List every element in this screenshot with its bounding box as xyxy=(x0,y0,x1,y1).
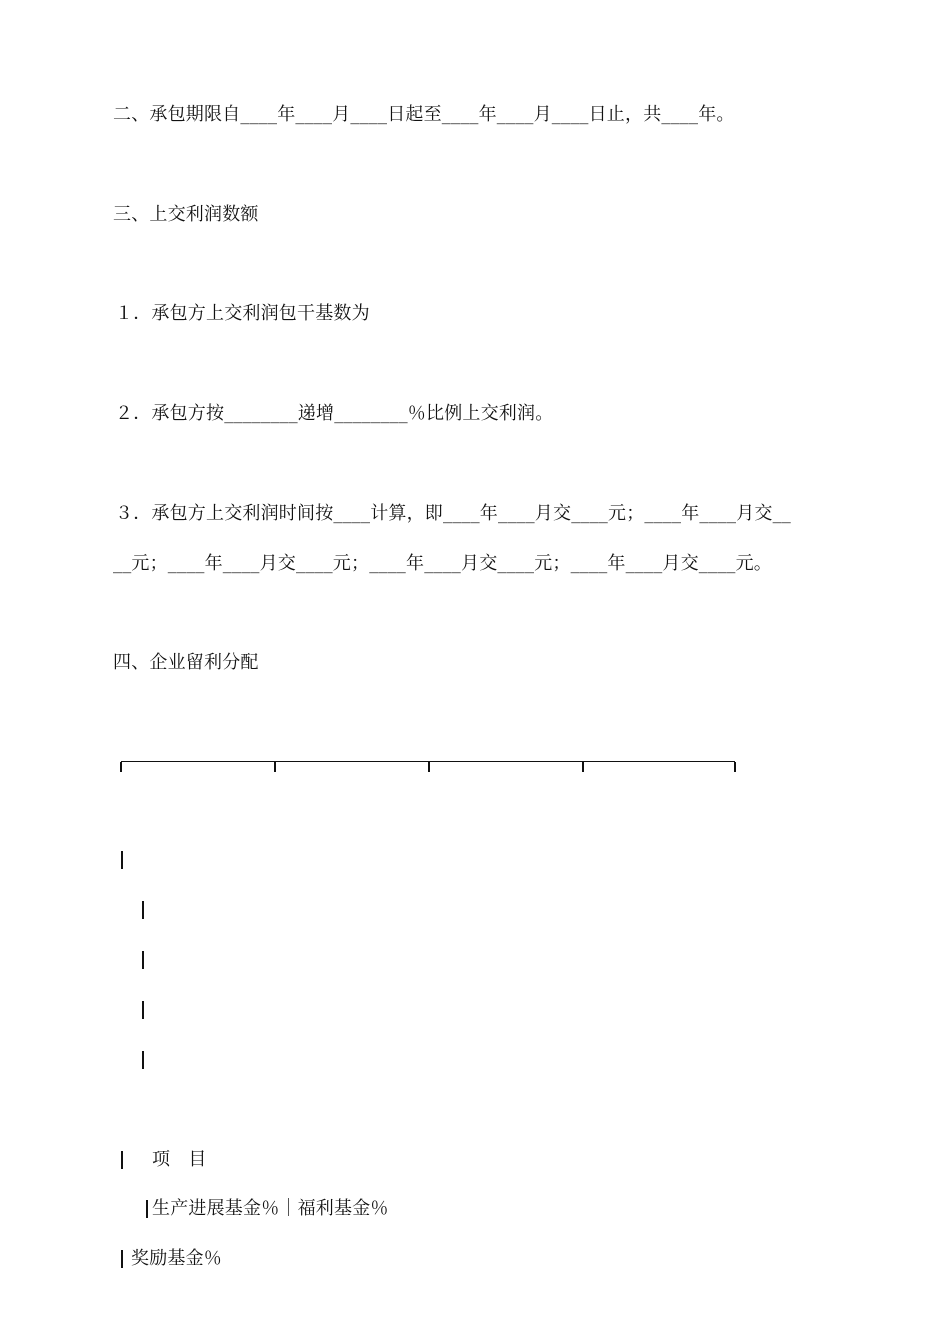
table-vertical-rule xyxy=(142,951,144,969)
profit-item-2: ２．承包方按________递增________％比例上交利润。 xyxy=(115,403,554,424)
table-fund-columns: 生产进展基金％｜福利基金％ xyxy=(152,1198,389,1219)
section-heading-profit: 三、上交利润数额 xyxy=(113,204,259,225)
table-vertical-rule xyxy=(121,851,123,869)
contract-term-line: 二、承包期限自____年____月____日起至____年____月____日止，共____年。 xyxy=(113,104,735,125)
table-tick xyxy=(428,762,430,772)
table-tick xyxy=(734,762,736,772)
table-top-border xyxy=(121,761,735,772)
profit-item-1: １．承包方上交利润包干基数为 xyxy=(115,303,370,324)
table-tick xyxy=(274,762,276,772)
section-heading-retained: 四、企业留利分配 xyxy=(113,652,259,673)
table-vertical-rule xyxy=(121,1151,123,1169)
table-vertical-rule xyxy=(142,1051,144,1069)
table-tick xyxy=(582,762,584,772)
table-vertical-rule xyxy=(142,901,144,919)
table-header-item: 项 目 xyxy=(152,1149,207,1170)
profit-item-3-line1: ３．承包方上交利润时间按____计算，即____年____月交____元；____年____月交__ xyxy=(115,503,791,524)
profit-item-3-line2: __元；____年____月交____元；____年____月交____元；____年____月交____元。 xyxy=(113,553,772,574)
table-vertical-rule xyxy=(142,1001,144,1019)
table-tick xyxy=(120,762,122,772)
table-vertical-rule xyxy=(146,1200,148,1218)
table-bonus-fund: 奖励基金％ xyxy=(131,1248,222,1269)
table-vertical-rule xyxy=(121,1250,123,1268)
